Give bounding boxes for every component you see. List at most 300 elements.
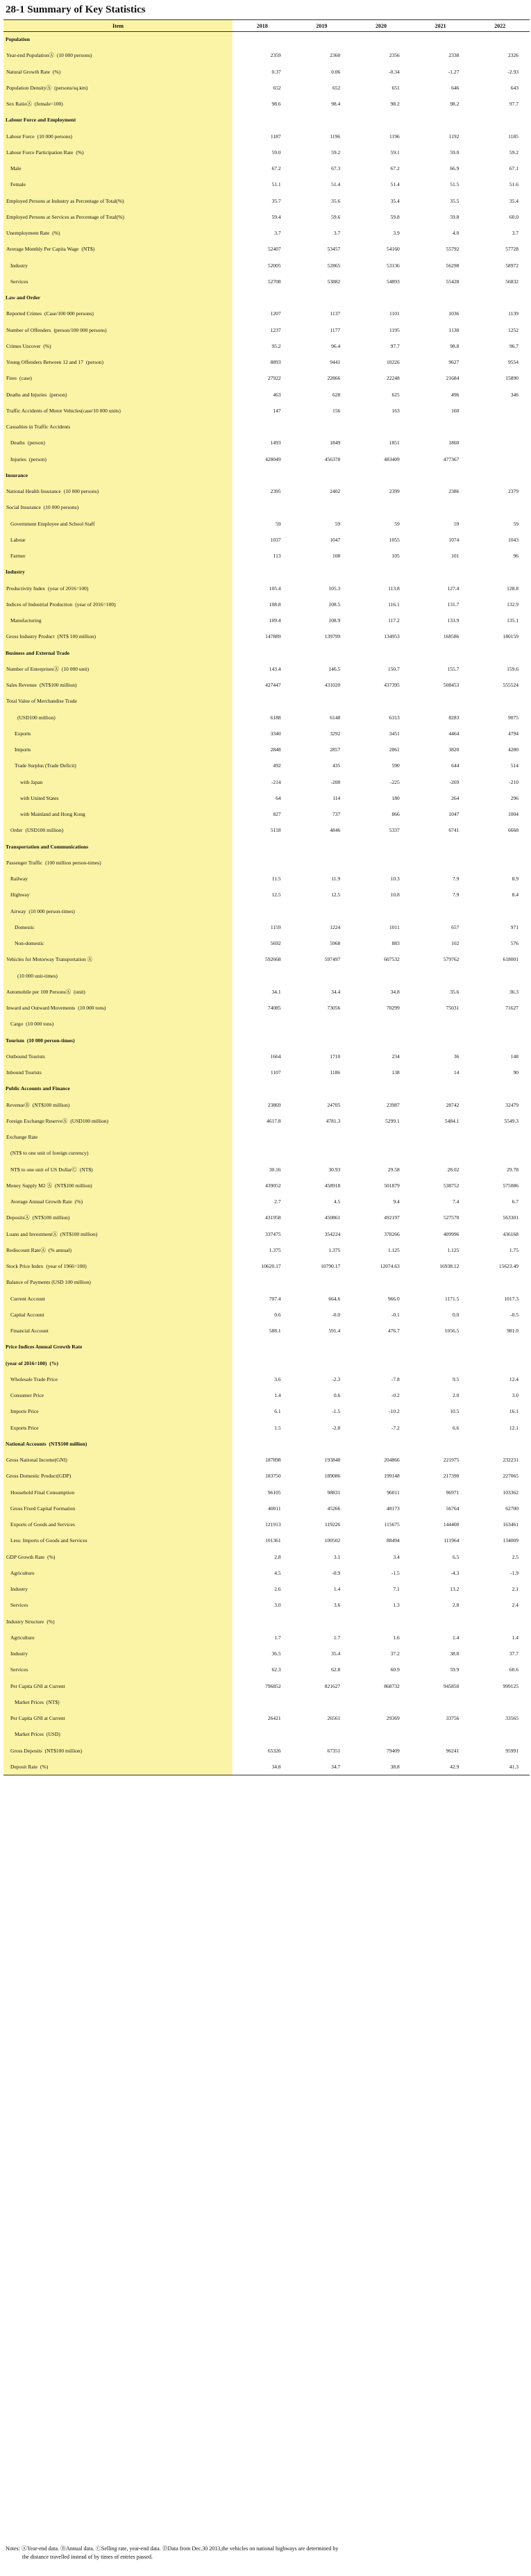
item-cell [3,1259,233,1275]
value-cell: 56764 [446,1505,460,1512]
value-cell [351,1130,411,1146]
item-label: Business and External Trade [6,649,70,656]
item-cell [3,774,233,790]
table-row [3,1727,530,1743]
item-label: Injuries [10,455,26,462]
value-cell: 9075 [508,714,519,721]
page-title: 28-1 Summary of Key Statistics [6,4,146,15]
value-cell: 96.7 [509,342,519,349]
value-cell [411,694,471,710]
item-cell [3,1017,233,1032]
value-cell [470,1614,530,1630]
table-header-row [3,20,530,32]
value-cell [233,1614,292,1630]
value-cell [470,694,530,710]
value-cell: 180 [391,794,400,801]
value-cell: 64 [276,794,281,801]
table-row [3,80,530,96]
value-cell [411,645,471,661]
table-row [3,355,530,371]
value-cell: 26421 [267,1715,281,1722]
table-row [3,1323,530,1339]
item-cell [3,1032,233,1048]
value-cell [411,1275,471,1291]
item-label: Public Accounts and Finance [6,1085,70,1092]
table-row [3,97,530,112]
item-cell [3,32,233,48]
item-label: Reported Crimes [6,310,42,317]
value-cell: 1186 [330,1069,341,1076]
value-cell: 6.5 [453,1553,460,1560]
item-cell [3,403,233,419]
value-cell: 527570 [443,1214,460,1221]
value-cell [470,1727,530,1743]
value-cell: 555524 [503,682,519,689]
item-unit: (persons/sq.km) [54,84,88,91]
value-cell: 100502 [324,1537,341,1544]
item-cell [3,887,233,903]
item-label: Number of Offenders [6,326,51,333]
item-label: Industry [10,1586,28,1593]
value-cell: 189086 [324,1473,341,1480]
table-row [3,1146,530,1162]
value-cell: 59.1 [390,149,400,156]
value-cell: 1.4 [453,1634,460,1641]
item-cell [3,1711,233,1727]
item-label: Inbound Tourists [6,1069,42,1076]
item-label: Services [10,1666,28,1673]
value-cell [233,290,292,306]
value-cell: 3.9 [393,230,400,237]
item-unit: (10 000 tons) [78,1005,106,1012]
value-cell: -7.2 [391,1424,400,1431]
table-row [3,500,530,516]
table-row [3,306,530,322]
value-cell [470,435,530,451]
item-cell [3,645,233,661]
section-row [3,1032,530,1048]
item-unit: (year of 2016=100) [48,585,89,592]
item-cell [3,1242,233,1258]
value-cell [292,564,352,580]
table-row [3,274,530,290]
value-cell: 1237 [270,326,281,333]
value-cell [470,1436,530,1452]
value-cell: 105.3 [328,585,341,592]
item-label: GDP Growth Rate [6,1553,45,1560]
value-cell: 2326 [508,52,519,59]
value-cell: 4794 [508,730,519,737]
value-cell: 79409 [387,1747,400,1754]
value-cell: 115675 [384,1521,400,1528]
item-label: Population [6,36,31,43]
item-label: Outbound Tourists [6,1053,45,1060]
value-cell: 33565 [505,1715,519,1722]
item-unit: (Case/100 000 persons) [44,310,94,317]
item-label: Labour Force and Employment [6,117,76,124]
value-cell: 3.6 [274,1375,281,1382]
value-cell: 1.6 [393,1634,400,1641]
value-cell: 576 [510,940,519,947]
value-cell: -4.3 [450,1569,460,1576]
value-cell: 102 [451,940,460,947]
table-row [3,758,530,774]
item-label: Trade Surplus (Trade Deficit) [15,762,76,769]
value-cell: 588.1 [269,1328,281,1335]
item-label: Indices of Industrial Production [6,601,73,608]
item-label: Exports of Goods and Services [10,1521,75,1528]
table-row [3,968,530,984]
value-cell: 88494 [387,1537,400,1544]
item-label: Deposit Rate [10,1763,37,1770]
value-cell: 2386 [448,488,460,495]
item-cell [3,1469,233,1484]
value-cell [351,839,411,855]
value-cell [292,1727,352,1743]
item-cell [3,823,233,839]
value-cell: 2.6 [274,1586,281,1593]
item-cell [3,161,233,177]
value-cell: 3820 [448,746,460,753]
item-label: Manufacturing [10,617,42,624]
item-cell [3,242,233,258]
item-cell [3,919,233,935]
value-cell: 1187 [270,133,281,140]
item-cell [3,209,233,225]
value-cell: 2.8 [274,1553,281,1560]
value-cell [292,1146,352,1162]
item-cell [3,1275,233,1291]
value-cell [233,1032,292,1048]
value-cell: 53457 [327,246,341,253]
value-cell: 71627 [505,1005,519,1012]
value-cell: 1.7 [333,1634,341,1641]
value-cell: 2359 [270,52,281,59]
value-cell [351,564,411,580]
value-cell [411,1339,471,1355]
item-label: Agriculture [10,1634,35,1641]
item-label: Number of EnterprisesⒶ [6,665,59,672]
value-cell [292,1130,352,1146]
value-cell: -269 [449,778,460,785]
item-cell [3,710,233,726]
item-cell [3,1436,233,1452]
value-cell: 6.6 [453,1424,460,1431]
item-label: Non-domestic [15,940,44,947]
table-row [3,144,530,160]
item-unit: (person) [49,391,67,398]
value-cell: -1.5 [332,1408,341,1415]
value-cell: 108.9 [328,617,341,624]
value-cell: 3.4 [393,1553,400,1560]
value-cell: 625 [391,391,400,398]
value-cell [292,694,352,710]
item-cell [3,80,233,96]
item-unit: (NT$100 million) [32,1101,70,1108]
value-cell: 6741 [448,827,460,834]
item-label: Labour Force [6,133,35,140]
item-cell [3,1001,233,1017]
item-unit: (NT$100 million) [44,1747,83,1754]
value-cell: 98831 [327,1489,341,1496]
value-cell: 67.1 [509,165,519,172]
item-cell [3,580,233,596]
value-cell: 90 [513,1069,519,1076]
item-cell [3,1404,233,1420]
table-row [3,1469,530,1484]
value-cell [351,500,411,516]
value-cell: 51.4 [390,181,400,188]
item-cell [3,112,233,128]
value-cell: 23869 [267,1101,281,1108]
item-label: Young Offenders Between 12 and 17 [6,359,83,366]
value-cell: 27922 [267,375,281,382]
table-row [3,1533,530,1549]
value-cell [411,500,471,516]
item-cell [3,532,233,548]
value-cell [292,1355,352,1371]
section-row [3,839,530,855]
value-cell [470,1694,530,1710]
value-cell: 65326 [267,1747,281,1754]
value-cell: 51.4 [331,181,341,188]
value-cell: 96241 [446,1747,460,1754]
value-cell: 24705 [327,1101,341,1108]
value-cell [292,645,352,661]
value-cell: 98.2 [390,101,400,108]
value-cell: 22866 [327,375,341,382]
value-cell: 13.2 [450,1586,460,1593]
item-cell [3,936,233,952]
value-cell: 10790.17 [321,1263,341,1270]
value-cell: 62.3 [271,1666,281,1673]
item-label: Rediscount RateⒶ [6,1246,46,1253]
footnote-line: the distance travelled instead of by times of entries passed. [22,2554,153,2560]
value-cell: 592668 [265,956,281,963]
value-cell: 883 [391,940,400,947]
value-cell [411,32,471,48]
value-cell: 53882 [327,278,341,285]
value-cell: 483409 [384,455,400,462]
value-cell: 26561 [327,1715,341,1722]
value-cell: 36 [453,1053,460,1060]
item-cell [3,467,233,483]
value-cell: 2.1 [512,1586,519,1593]
item-unit: (%) [52,230,60,237]
value-cell: 16938.12 [439,1263,460,1270]
item-unit: (%) [52,68,61,75]
value-cell: 439052 [265,1182,281,1189]
item-label: Gross Deposits [10,1747,42,1754]
value-cell: 2848 [270,746,281,753]
value-cell: 146.5 [328,665,341,672]
item-label: Total Value of Merchandise Trade [6,698,77,705]
table-row [3,1162,530,1178]
value-cell: -0.9 [332,1569,341,1576]
table-row [3,678,530,694]
item-label: Cargo [10,1021,24,1028]
value-cell: 8283 [448,714,460,721]
value-cell: 98.4 [331,101,341,108]
item-cell [3,968,233,984]
item-label: Railway [10,876,28,883]
value-cell: 21684 [446,375,460,382]
value-cell: 1664 [270,1053,281,1060]
value-cell: 58972 [505,262,519,269]
table-row [3,1242,530,1258]
item-cell [3,419,233,435]
value-cell: 96.4 [331,342,341,349]
item-unit: (USD100 million) [25,827,64,834]
value-cell [292,1032,352,1048]
value-cell: 111964 [444,1537,460,1544]
item-cell [3,1146,233,1162]
value-cell: 28.02 [447,1166,460,1173]
item-cell [3,1081,233,1097]
value-cell: 75031 [446,1005,460,1012]
item-cell [3,1371,233,1387]
item-unit: (10 000 persons) [37,133,73,140]
item-label: Productivity Index [6,585,46,592]
value-cell: 29.58 [387,1166,400,1173]
value-cell [233,694,292,710]
value-cell: 866 [391,811,400,818]
item-cell [3,1743,233,1759]
value-cell: 60.0 [509,213,519,220]
value-cell: 1047 [448,811,460,818]
item-label: (year of 2016=100) [6,1360,47,1366]
value-cell: 147 [273,407,281,414]
value-cell [233,1146,292,1162]
value-cell: 59.0 [450,149,460,156]
item-cell [3,758,233,774]
table-row [3,823,530,839]
value-cell: 496 [451,391,460,398]
table-row [3,1001,530,1017]
value-cell: 3.1 [333,1553,341,1560]
value-cell: 109.4 [269,617,281,624]
value-cell: 492 [273,762,281,769]
value-cell: 34.7 [292,1759,352,1775]
value-cell: 652 [273,84,281,91]
value-cell: 59.0 [271,149,281,156]
value-cell: 16.1 [509,1408,519,1415]
value-cell [470,1130,530,1146]
value-cell: 1004 [508,811,519,818]
value-cell [411,903,471,919]
value-cell: 148 [510,1053,519,1060]
table-row [3,1453,530,1469]
item-unit: (NT$) [81,246,95,253]
value-cell: 51.6 [509,181,519,188]
value-cell [470,32,530,48]
value-cell: 33756 [446,1715,460,1722]
value-cell: 147889 [265,633,281,640]
item-unit: (person/100 000 persons) [53,326,107,333]
value-cell [351,1694,411,1710]
item-cell [3,855,233,871]
item-cell [3,274,233,290]
value-cell [470,290,530,306]
value-cell: 7.1 [393,1586,400,1593]
value-cell [233,1275,292,1291]
value-cell: 9.4 [393,1198,400,1205]
value-cell: 437395 [384,682,400,689]
item-label: with United States [20,794,59,801]
value-cell: 0.37 [271,68,281,75]
item-label: Airway [10,908,26,914]
item-label: Average Annual Growth Rate [10,1198,72,1205]
value-cell: 607532 [384,956,400,963]
value-cell: 96971 [446,1489,460,1496]
item-label: Employed Persons at Services as Percentage of Total(%) [6,213,124,220]
item-unit: (%) [74,1198,83,1205]
value-cell: 409996 [443,1230,460,1237]
value-cell: 2.7 [274,1198,281,1205]
value-cell [470,839,530,855]
table-row [3,629,530,645]
value-cell [351,645,411,661]
item-unit: (unit) [74,988,85,995]
table-row [3,871,530,887]
value-cell: -2.3 [332,1375,341,1382]
value-cell: 12.1 [509,1424,519,1431]
value-cell: 139799 [324,633,341,640]
table-row [3,177,530,193]
value-cell [233,419,292,435]
value-cell [470,112,530,128]
item-cell [3,258,233,274]
table-row [3,1549,530,1565]
value-cell [233,839,292,855]
value-cell [351,1146,411,1162]
value-cell: 66.9 [450,165,460,172]
item-unit: (% annual) [48,1246,71,1253]
section-row [3,1436,530,1452]
item-label: Money Supply M2 Ⓐ [6,1182,53,1189]
value-cell: -214 [271,778,281,785]
item-label: Passenger Traffic [6,859,43,866]
item-unit: (person) [28,455,47,462]
value-cell: -225 [390,778,400,785]
item-cell [3,306,233,322]
table-row [3,807,530,823]
table-row [3,936,530,952]
value-cell: 59.2 [509,149,519,156]
value-cell: 128.8 [507,585,519,592]
value-cell: 12.4 [509,1375,519,1382]
value-cell: 95.2 [271,342,281,349]
value-cell: 73056 [327,1005,341,1012]
item-label: Male [10,165,22,172]
value-cell: 0.6 [274,1311,281,1318]
table-row [3,855,530,871]
table-row [3,903,530,919]
value-cell: 737 [332,811,341,818]
value-cell: 1196 [389,133,400,140]
value-cell: 97.7 [509,101,519,108]
value-cell [351,419,411,435]
value-cell: 514 [510,762,519,769]
value-cell: 217390 [443,1473,460,1480]
value-cell: 5299.1 [385,1117,400,1124]
value-cell: 4280 [508,746,519,753]
value-cell: 1130 [448,326,460,333]
value-cell: 155.7 [447,665,460,672]
value-cell: 966.0 [387,1295,400,1302]
value-cell: 1.375 [328,1246,341,1253]
value-cell [351,1436,411,1452]
